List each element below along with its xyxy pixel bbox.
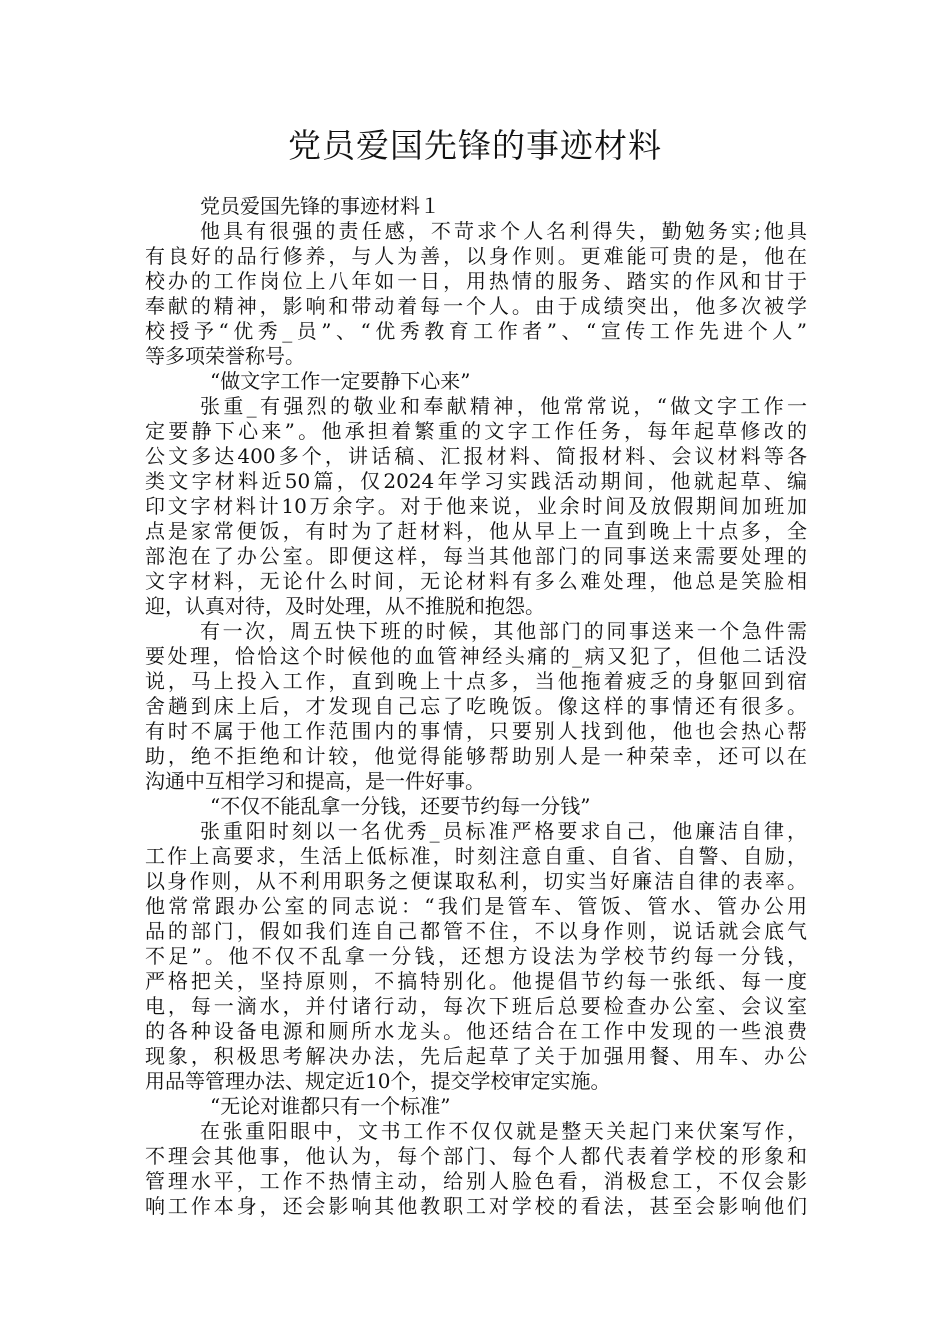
body-line: 响工作本身，还会影响其他教职工对学校的看法，甚至会影响他们 — [145, 1194, 807, 1218]
body-line: 类文字材料近50篇，仅2024年学习实践活动期间，他就起草、编 — [145, 469, 807, 493]
body-line: 他常常跟办公室的同志说：“我们是管车、管饭、管水、管办公用 — [145, 894, 807, 918]
body-line: 定要静下心来”。他承担着繁重的文字工作任务，每年起草修改的 — [145, 419, 807, 443]
body-line: 公文多达400多个，讲话稿、汇报材料、简报材料、会议材料等各 — [145, 444, 807, 468]
body-line: 有一次，周五快下班的时候，其他部门的同事送来一个急件需 — [200, 619, 807, 643]
body-line: 不理会其他事，他认为，每个部门、每个人都代表着学校的形象和 — [145, 1144, 807, 1168]
body-line: 助，绝不拒绝和计较，他觉得能够帮助别人是一种荣幸，还可以在 — [145, 744, 807, 768]
body-line: 奉献的精神，影响和带动着每一个人。由于成绩突出，他多次被学 — [145, 294, 807, 318]
document-body — [145, 194, 807, 1219]
body-line: 沟通中互相学习和提高，是一件好事。 — [145, 769, 485, 793]
body-line: 等多项荣誉称号。 — [145, 344, 305, 368]
body-line: 张重阳时刻以一名优秀_员标准严格要求自己，他廉洁自律， — [200, 819, 807, 843]
body-line: 有良好的品行修养，与人为善，以身作则。更难能可贵的是，他在 — [145, 244, 807, 268]
body-line: 印文字材料计10万余字。对于他来说，业余时间及放假期间加班加 — [145, 494, 807, 518]
body-line: 在张重阳眼中，文书工作不仅仅就是整天关起门来伏案写作， — [200, 1119, 807, 1143]
body-line: 电，每一滴水，并付诸行动，每次下班后总要检查办公室、会议室 — [145, 994, 807, 1018]
body-line: 管理水平，工作不热情主动，给别人脸色看，消极怠工，不仅会影 — [145, 1169, 807, 1193]
body-line: 舍趟到床上后，才发现自己忘了吃晚饭。像这样的事情还有很多。 — [145, 694, 807, 718]
body-line: 张重_有强烈的敬业和奉献精神，他常常说，“做文字工作一 — [200, 394, 807, 418]
body-line: 点是家常便饭，有时为了赶材料，他从早上一直到晚上十点多，全 — [145, 519, 807, 543]
body-line: 说，马上投入工作，直到晚上十点多，当他拖着疲乏的身躯回到宿 — [145, 669, 807, 693]
body-line: “做文字工作一定要静下心来” — [210, 369, 471, 393]
body-line: 以身作则，从不利用职务之便谋取私利，切实当好廉洁自律的表率。 — [145, 869, 807, 893]
body-line: 用品等管理办法、规定近10个，提交学校审定实施。 — [145, 1069, 611, 1093]
document-title: 党员爱国先锋的事迹材料 — [288, 126, 662, 165]
body-line: 校授予“优秀_员”、“优秀教育工作者”、“宣传工作先进个人” — [145, 319, 807, 343]
body-line: 党员爱国先锋的事迹材料１ — [200, 194, 440, 218]
body-line: 校办的工作岗位上八年如一日，用热情的服务、踏实的作风和甘于 — [145, 269, 807, 293]
body-line: 要处理，恰恰这个时候他的血管神经头痛的_病又犯了，但他二话没 — [145, 644, 807, 668]
body-line: 品的部门，假如我们连自己都管不住，不以身作则，说话就会底气 — [145, 919, 807, 943]
body-line: 的各种设备电源和厕所水龙头。他还结合在工作中发现的一些浪费 — [145, 1019, 807, 1043]
body-line: “无论对谁都只有一个标准” — [210, 1094, 451, 1118]
body-line: 有时不属于他工作范围内的事情，只要别人找到他，他也会热心帮 — [145, 719, 807, 743]
body-line: 现象，积极思考解决办法，先后起草了关于加强用餐、用车、办公 — [145, 1044, 807, 1068]
body-line: 文字材料，无论什么时间，无论材料有多么难处理，他总是笑脸相 — [145, 569, 807, 593]
body-line: 迎，认真对待，及时处理，从不推脱和抱怨。 — [145, 594, 545, 618]
body-line: 工作上高要求，生活上低标准，时刻注意自重、自省、自警、自励， — [145, 844, 807, 868]
body-line: 严格把关，坚持原则，不搞特别化。他提倡节约每一张纸、每一度 — [145, 969, 807, 993]
body-line: 不足”。他不仅不乱拿一分钱，还想方设法为学校节约每一分钱， — [145, 944, 807, 968]
body-line: “不仅不能乱拿一分钱，还要节约每一分钱” — [210, 794, 591, 818]
body-line: 他具有很强的责任感，不苛求个人名利得失，勤勉务实;他具 — [200, 219, 807, 243]
body-line: 部泡在了办公室。即便这样，每当其他部门的同事送来需要处理的 — [145, 544, 807, 568]
